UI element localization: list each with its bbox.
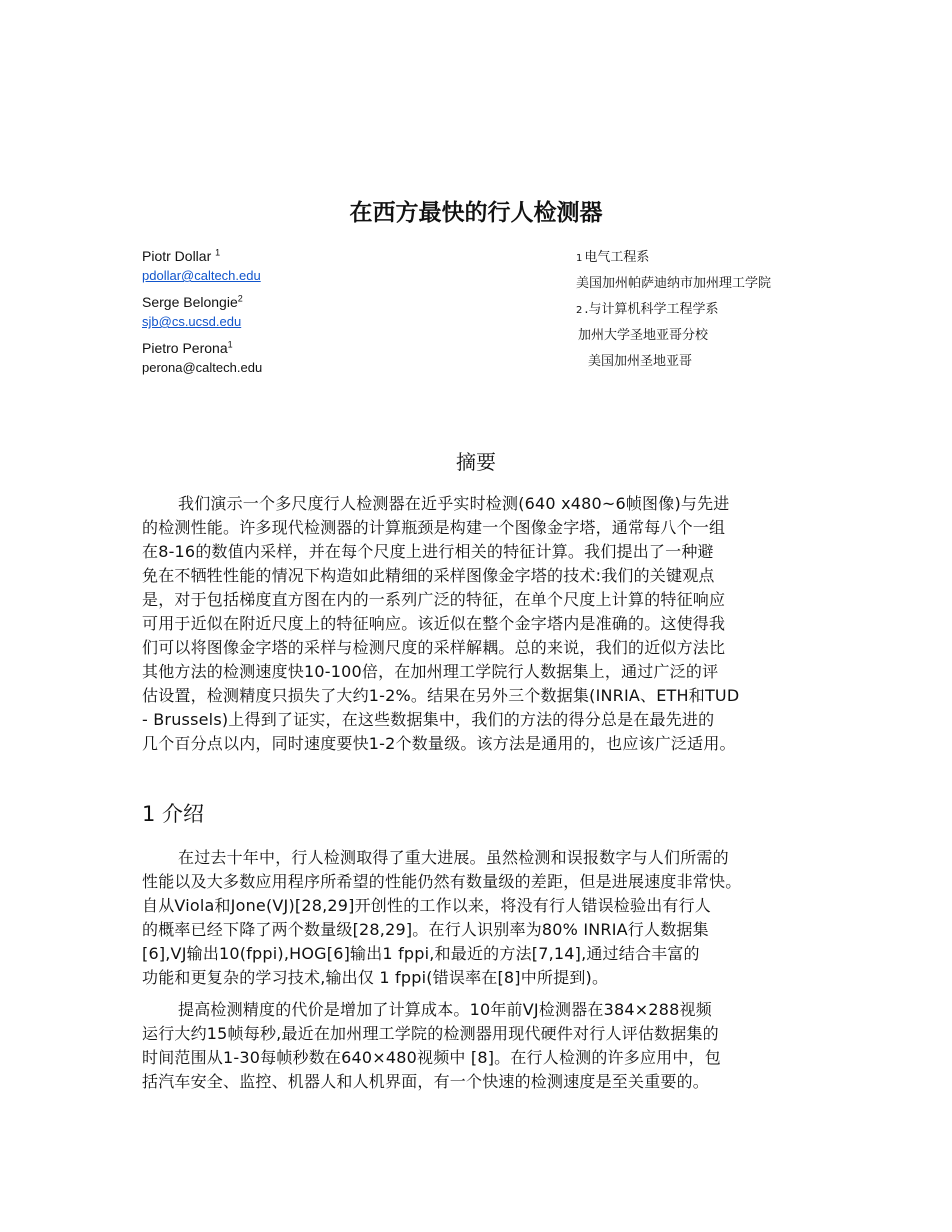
abstract-heading: 摘要 bbox=[456, 450, 496, 474]
email-link[interactable]: sjb@cs.ucsd.edu bbox=[142, 314, 242, 329]
text-line: 自从Viola和Jone(VJ)[28,29]开创性的工作以来，将没有行人错误检验出有行人 bbox=[142, 896, 712, 915]
text-line: 运行大约15帧每秒,最近在加州理工学院的检测器用现代硬件对行人评估数据集的 bbox=[142, 1024, 719, 1043]
text-line: 在过去十年中，行人检测取得了重大进展。虽然检测和误报数字与人们所需的 bbox=[178, 848, 729, 867]
text-line: 免在不牺牲性能的情况下构造如此精细的采样图像金字塔的技术:我们的关键观点 bbox=[142, 566, 715, 585]
authors-block bbox=[142, 248, 262, 386]
author-name: Serge Belongie$^2$ bbox=[142, 293, 243, 310]
email-link[interactable]: pdollar@caltech.edu bbox=[142, 268, 261, 283]
section-heading: 1 介绍 bbox=[142, 802, 205, 826]
author-email bbox=[142, 268, 262, 294]
intro-paragraph-1 bbox=[142, 846, 822, 990]
text-line: 时间范围从1-30每帧秒数在640×480视频中 [8]。在行人检测的许多应用中，包 bbox=[142, 1048, 721, 1067]
text-line: 我们演示一个多尺度行人检测器在近乎实时检测(640 x480~6帧图像)与先进 bbox=[178, 494, 730, 513]
intro-paragraph-2 bbox=[142, 998, 822, 1094]
text-line: 功能和更复杂的学习技术,输出仅 1 fppi(错误率在[8]中所提到)。 bbox=[142, 968, 609, 987]
affiliation-line: 美国加州帕萨迪纳市加州理工学院 bbox=[576, 276, 772, 291]
text-line: 的检测性能。许多现代检测器的计算瓶颈是构建一个图像金字塔，通常每八个一组 bbox=[142, 518, 726, 537]
text-line: 估设置，检测精度只损失了大约1-2%。结果在另外三个数据集(INRIA、ETH和TUD bbox=[142, 686, 740, 705]
affiliation-line: 2 .与计算机科学工程学系 bbox=[576, 302, 719, 317]
text-line: 括汽车安全、监控、机器人和人机界面，有一个快速的检测速度是至关重要的。 bbox=[142, 1072, 710, 1091]
author-name: Piotr Dollar $^1$ bbox=[142, 247, 221, 264]
affiliation-line: 加州大学圣地亚哥分校 bbox=[578, 328, 709, 343]
author-email: perona@caltech.edu bbox=[142, 360, 263, 375]
text-line: 性能以及大多数应用程序所希望的性能仍然有数量级的差距，但是进展速度非常快。 bbox=[142, 872, 742, 891]
text-line: 其他方法的检测速度快10-100倍，在加州理工学院行人数据集上，通过广泛的评 bbox=[142, 662, 719, 681]
text-line: - Brussels)上得到了证实，在这些数据集中，我们的方法的得分总是在最先进的 bbox=[142, 710, 715, 729]
abstract-body bbox=[142, 492, 822, 756]
text-line: 可用于近似在附近尺度上的特征响应。该近似在整个金字塔内是准确的。这使得我 bbox=[142, 614, 726, 633]
author-name: Pietro Perona$^1$ bbox=[142, 339, 233, 356]
affiliation-line: 美国加州圣地亚哥 bbox=[588, 354, 693, 369]
affiliation-line: 1 电气工程系 bbox=[576, 250, 650, 265]
text-line: 几个百分点以内，同时速度要快1-2个数量级。该方法是通用的，也应该广泛适用。 bbox=[142, 734, 736, 753]
text-line: 在8-16的数值内采样，并在每个尺度上进行相关的特征计算。我们提出了一种避 bbox=[142, 542, 714, 561]
text-line: 们可以将图像金字塔的采样与检测尺度的采样解耦。总的来说，我们的近似方法比 bbox=[142, 638, 726, 657]
text-line: [6],VJ输出10(fppi),HOG[6]输出1 fppi,和最近的方法[7,14],通过结合丰富的 bbox=[142, 944, 700, 963]
author-email bbox=[142, 314, 262, 340]
affiliations-block bbox=[576, 248, 771, 378]
text-line: 是，对于包括梯度直方图在内的一系列广泛的特征，在单个尺度上计算的特征响应 bbox=[142, 590, 726, 609]
text-line: 的概率已经下降了两个数量级[28,29]。在行人识别率为80% INRIA行人数据集 bbox=[142, 920, 709, 939]
paper-title: 在西方最快的行人检测器 bbox=[349, 200, 603, 226]
text-line: 提高检测精度的代价是增加了计算成本。10年前VJ检测器在384×288视频 bbox=[178, 1000, 712, 1019]
